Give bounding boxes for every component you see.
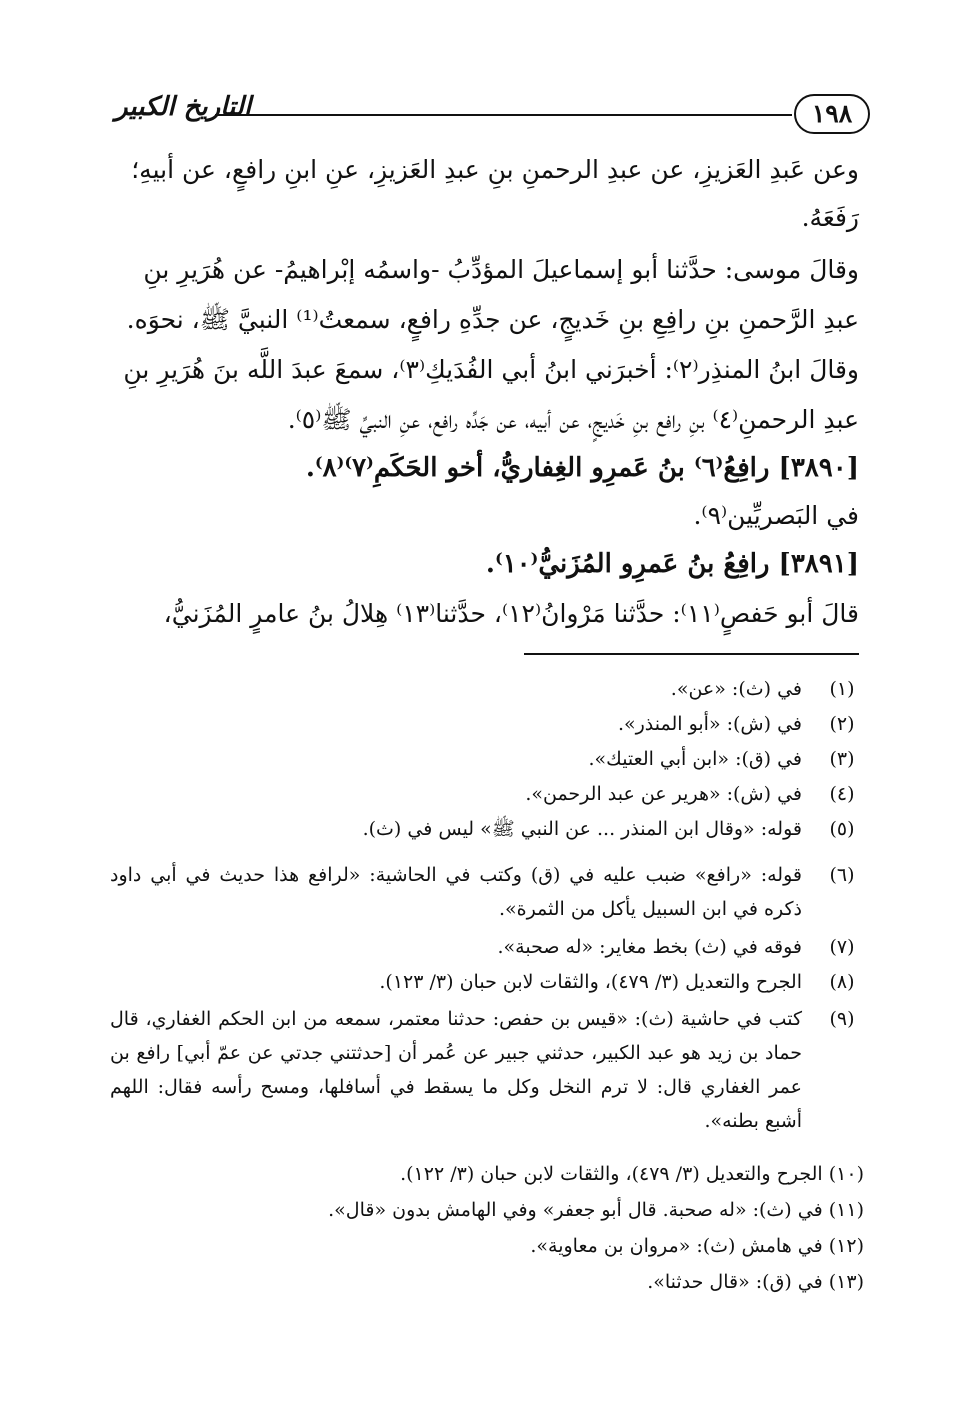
page-header — [115, 92, 870, 142]
footnote — [110, 858, 864, 926]
footnote-text: في هامش (ث): «مروان بن معاوية». — [530, 1235, 823, 1257]
footnote — [110, 672, 864, 706]
footnote-text: في (ش): «هرير عن عبد الرحمن». — [525, 783, 802, 805]
footnote-number: (٢) — [829, 713, 855, 735]
footnote-number: (٧) — [829, 936, 855, 958]
footnote-text: كتب في حاشية (ث): «قيس بن حفص: حدثنا معتمر، سمعه من ابن الحكم الغفاري، قال حماد بن زيد هو عبد الكبير، حدثني جبير عن عُمر أن [حدثتني جدتي عن عمّ أبي] رافع بن عمر الغفاري قال: لا ترم النخل وكل ما يسقط في أسافلها، ومسح رأسه فقال: اللهم أشبع بطنه». — [110, 1008, 802, 1132]
footnote — [328, 1193, 864, 1227]
footnote-number: (٥) — [829, 818, 855, 840]
footnote-text: قوله: «رافع» ضبب عليه في (ق) وكتب في الحاشية: «لرافع هذا حديث في أبي داود ذكره في ابن السبيل يأكل من الثمرة». — [110, 864, 802, 920]
running-title: التاريخ الكبير — [115, 92, 252, 122]
footnote-text: الجرح والتعديل (٣/ ٤٧٩)، والثقات لابن حبان (٣/ ١٢٣). — [379, 971, 802, 993]
footnote — [110, 812, 864, 846]
page-number: ١٩٨ — [794, 94, 870, 134]
footnote-text: في (ق): «ابن أبي العتيك». — [588, 748, 802, 770]
footnote-text: قوله: «وقال ابن المنذر ... عن النبي ﷺ» ليس في (ث). — [362, 818, 802, 840]
footnote-number: (١٣) — [828, 1271, 864, 1293]
body-line: في البَصريِّين⁽٩⁾. — [693, 501, 859, 530]
footnote — [400, 1157, 864, 1191]
body-line: رَفَعَهُ. — [801, 203, 859, 232]
footnote-number: (٤) — [829, 783, 855, 805]
footnote — [110, 777, 864, 811]
footnote-text: فوقه في (ث) بخط مغاير: «له صحبة». — [497, 936, 802, 958]
footnote-text: في (ق): «قال حدثنا». — [647, 1271, 823, 1293]
body-line: وعن عَبدِ العَزيزِ، عن عبدِ الرحمنِ بنِ عبدِ العَزيزِ، عنِ ابنِ رافعٍ، عن أبيهِ؛ — [131, 155, 859, 184]
body-line: عبدِ الرحمنِ⁽٤⁾ بنِ رافع بنِ خَديجٍ، عن أبيه، عن جَدِّه رافع، عنِ النبيِّ ﷺ⁽٥⁾. — [287, 405, 859, 434]
footnote — [110, 965, 864, 999]
header-rule — [215, 114, 792, 116]
footnote — [110, 1002, 864, 1138]
body-line: قالَ أبو حَفصٍ⁽١١⁾: حدَّثنا مَرْوانُ⁽١٢⁾، حدَّثنا⁽١٣⁾ هِلالُ بنُ عامرٍ المُزَنيُّ، — [163, 599, 859, 628]
footnote-number: (٣) — [829, 748, 855, 770]
entry-heading: [٣٨٩١] رافِعُ بنُ عَمرِو المُزَنيُّ⁽١٠⁾. — [485, 549, 859, 579]
footnote-number: (٦) — [829, 864, 855, 886]
footnote — [530, 1229, 864, 1263]
footnote-text: في (ش): «أبو المنذر». — [617, 713, 802, 735]
body-line: وقالَ موسى: حدَّثنا أبو إسماعيلَ المؤدِّبُ -واسمُه إبْراهيمُ- عن هُرَيرِ بنِ — [143, 255, 859, 284]
footnote-number: (١١) — [828, 1199, 864, 1221]
footnote-text: الجرح والتعديل (٣/ ٤٧٩)، والثقات لابن حبان (٣/ ١٢٢). — [400, 1163, 823, 1185]
footnote-number: (١) — [829, 678, 855, 700]
footnote-separator — [524, 653, 859, 655]
footnote-text: في (ث): «عن». — [670, 678, 802, 700]
footnote-number: (٨) — [829, 971, 855, 993]
footnote-number: (١٢) — [828, 1235, 864, 1257]
footnote — [647, 1265, 864, 1299]
body-line: عبدِ الرَّحمنِ بنِ رافِعِ بنِ خَديجٍ، عن جدِّهِ رافعٍ، سمعتُ⁽¹⁾ النبيَّ ﷺ، نحوَه. — [126, 305, 859, 334]
footnote-number: (٩) — [829, 1008, 855, 1030]
footnote-number: (١٠) — [828, 1163, 864, 1185]
entry-heading: [٣٨٩٠] رافِعُ⁽٦⁾ بنُ عَمرِو الغِفاريُّ، أخو الحَكَمِ⁽٧⁾⁽٨⁾. — [305, 453, 859, 483]
body-line: وقالَ ابنُ المنذِر⁽٢⁾: أخبرَني ابنُ أبي الفُدَيكِ⁽٣⁾، سمعَ عبدَ اللَّه بنَ هُرَيرِ بنِ — [123, 355, 859, 384]
footnote — [110, 742, 864, 776]
footnote — [110, 707, 864, 741]
footnote-text: في (ث): «له صحبة. قال أبو جعفر» وفي الهامش بدون «قال». — [328, 1199, 823, 1221]
footnote — [110, 930, 864, 964]
